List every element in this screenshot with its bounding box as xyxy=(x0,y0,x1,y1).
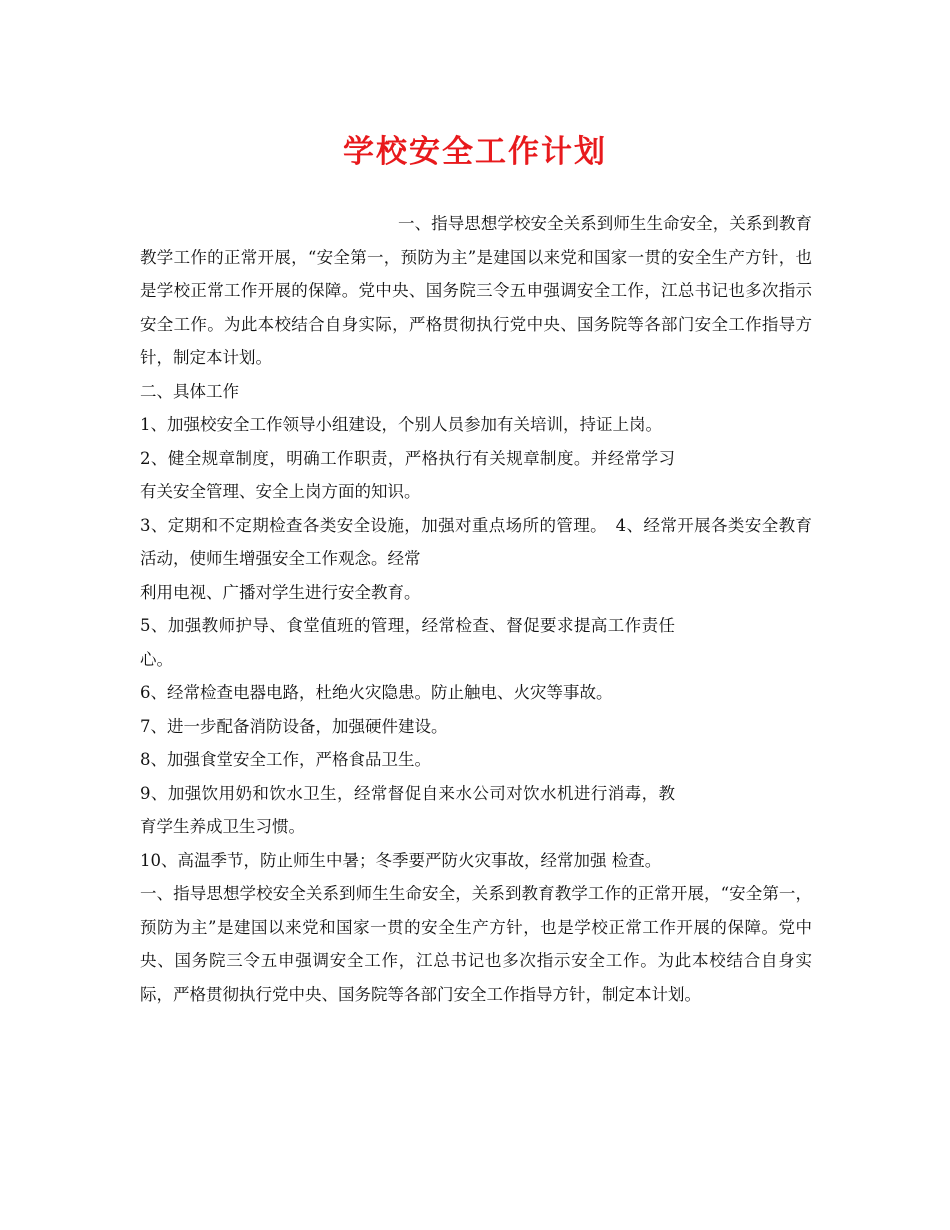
document-title: 学校安全工作计划 xyxy=(343,134,607,170)
section-heading-specific-work: 二、具体工作 xyxy=(140,381,239,401)
list-item-2: 2、健全规章制度，明确工作职责，严格执行有关规章制度。并经常学习有关安全管理、安全上岗方面的知识。 xyxy=(140,448,675,501)
list-item-7: 7、进一步配备消防设备，加强硬件建设。 xyxy=(140,716,448,736)
list-item-3-4: 3、定期和不定期检查各类安全设施，加强对重点场所的管理。 4、经常开展各类安全教育活动，使师生增强安全工作观念。经常 xyxy=(140,515,812,568)
list-item-9: 9、加强饮用奶和饮水卫生，经常督促自来水公司对饮水机进行消毒，教育学生养成卫生习惯。 xyxy=(140,783,675,836)
list-item-8: 8、加强食堂安全工作，严格食品卫生。 xyxy=(140,750,431,769)
list-item-1: 1、加强校安全工作领导小组建设，个别人员参加有关培训，持证上岗。 xyxy=(140,415,662,434)
list-item-10: 10、高温季节，防止师生中暑；冬季要严防火灾事故，经常加强 检查。 xyxy=(140,850,662,870)
list-item-5: 5、加强教师护导、食堂值班的管理，经常检查、督促要求提高工作责任心。 xyxy=(140,616,675,669)
paragraph-guiding-thought-repeat: 一、指导思想学校安全关系到师生生命安全，关系到教育教学工作的正常开展，“安全第一，预防为主”是建国以来党和国家一贯的安全生产方针，也是学校正常工作开展的保障。党中央、国务院三令五申强调安全工作，江总书记也多次指示安全工作。为此本校结合自身实际，严格贯彻执行党中央、国务院等各部门安全工作指导方针，制定本计划。 xyxy=(140,884,812,1004)
list-item-4-continued: 利用电视、广播对学生进行安全教育。 xyxy=(140,582,421,602)
document-body xyxy=(140,207,812,1011)
paragraph-guiding-thought: 一、指导思想学校安全关系到师生生命安全，关系到教育教学工作的正常开展，“安全第一，预防为主”是建国以来党和国家一贯的安全生产方针，也是学校正常工作开展的保障。党中央、国务院三令五申强调安全工作，江总书记也多次指示安全工作。为此本校结合自身实际，严格贯彻执行党中央、国务院等各部门安全工作指导方针，制定本计划。 xyxy=(140,214,812,367)
list-item-6: 6、经常检查电器电路，杜绝火灾隐患。防止触电、火灾等事故。 xyxy=(140,683,613,702)
